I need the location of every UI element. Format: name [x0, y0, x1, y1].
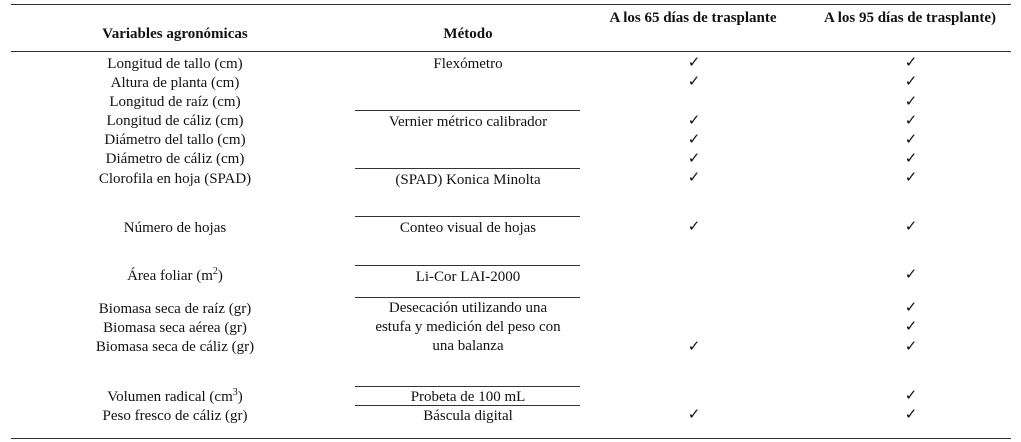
method-separator: [355, 386, 580, 387]
table-row-variable: Biomasa seca de raíz (gr): [98, 301, 252, 317]
method-cell: Vernier métrico calibrador: [388, 114, 548, 130]
check-icon: ✓: [904, 149, 918, 167]
table-row-variable-volumen-radical: Volumen radical $(cm^3)$: [107, 387, 243, 405]
method-cell: una balanza: [432, 338, 504, 354]
check-icon: ✓: [687, 168, 701, 186]
check-icon: ✓: [904, 265, 918, 283]
header-variables: Variables agronómicas: [102, 26, 248, 42]
header-95-dias: A los 95 días de trasplante): [823, 10, 997, 26]
check-icon: ✓: [904, 337, 918, 355]
table-row-variable: Longitud de raíz (cm): [109, 94, 241, 110]
method-cell: (SPAD) Konica Minolta: [395, 172, 541, 188]
table-row-variable-area-foliar: Área foliar $(m^2)$: [127, 266, 223, 284]
check-icon: ✓: [904, 405, 918, 423]
check-icon: ✓: [687, 53, 701, 71]
check-icon: ✓: [687, 111, 701, 129]
check-icon: ✓: [904, 298, 918, 316]
check-icon: ✓: [904, 72, 918, 90]
check-icon: ✓: [904, 53, 918, 71]
check-icon: ✓: [687, 217, 701, 235]
table-row-variable: Biomasa seca de cáliz (gr): [95, 339, 255, 355]
table-row-variable: Longitud de cáliz (cm): [106, 113, 244, 129]
check-icon: ✓: [687, 72, 701, 90]
method-separator: [355, 405, 580, 406]
check-icon: ✓: [904, 217, 918, 235]
method-cell: Conteo visual de hojas: [399, 220, 537, 236]
method-cell: estufa y medición del peso con: [375, 319, 561, 335]
table-row-variable: Longitud de tallo (cm): [107, 56, 243, 72]
check-icon: ✓: [904, 130, 918, 148]
table-row-variable: Diámetro de cáliz (cm): [105, 151, 245, 167]
method-cell: Desecación utilizando una: [388, 300, 548, 316]
method-separator: [355, 297, 580, 298]
table-row-variable: Altura de planta (cm): [110, 75, 240, 91]
check-icon: ✓: [904, 111, 918, 129]
check-icon: ✓: [687, 149, 701, 167]
table-row-variable: Peso fresco de cáliz (gr): [102, 408, 248, 424]
table-top-rule: [11, 4, 1011, 5]
check-icon: ✓: [687, 405, 701, 423]
check-icon: ✓: [904, 386, 918, 404]
table-row-variable: Diámetro del tallo (cm): [104, 132, 246, 148]
method-cell: Flexómetro: [433, 56, 503, 72]
header-metodo: Método: [443, 26, 493, 42]
method-separator: [355, 110, 580, 111]
table-row-variable: Número de hojas: [123, 220, 227, 236]
check-icon: ✓: [687, 130, 701, 148]
table-bottom-rule: [11, 438, 1011, 439]
method-cell: Báscula digital: [423, 408, 513, 424]
table-row-variable: Biomasa seca aérea (gr): [103, 320, 247, 336]
method-cell: Probeta de 100 mL: [410, 389, 526, 405]
check-icon: ✓: [904, 317, 918, 335]
header-65-dias: A los 65 días de trasplante: [609, 10, 777, 26]
table-row-variable: Clorofila en hoja (SPAD): [98, 171, 252, 187]
method-separator: [355, 265, 580, 266]
check-icon: ✓: [904, 92, 918, 110]
method-cell: Li-Cor LAI-2000: [415, 269, 521, 285]
method-separator: [355, 168, 580, 169]
check-icon: ✓: [904, 168, 918, 186]
method-separator: [355, 216, 580, 217]
table-header-rule: [11, 51, 1011, 52]
check-icon: ✓: [687, 337, 701, 355]
